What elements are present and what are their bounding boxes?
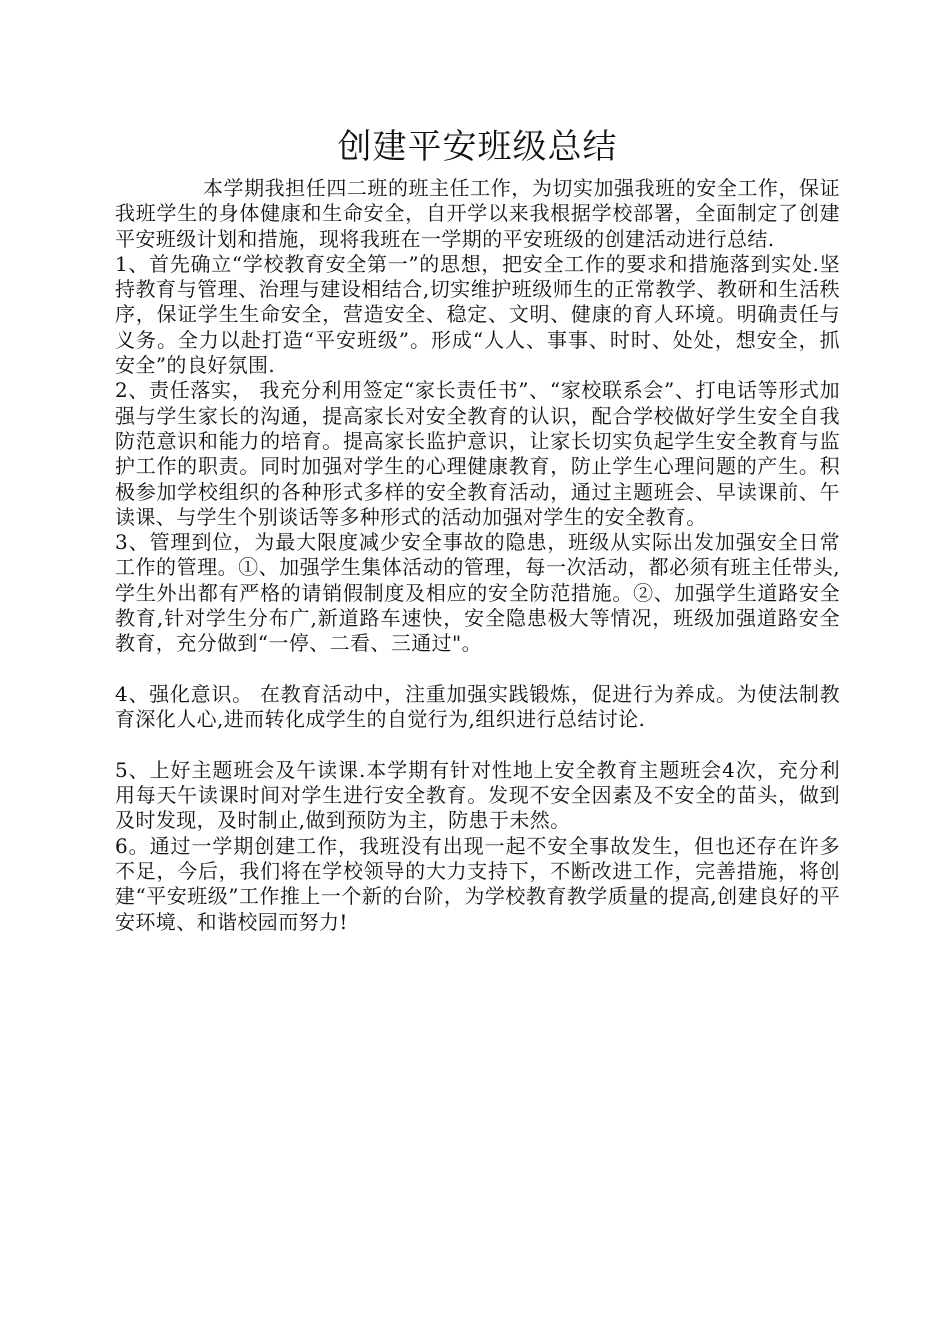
item-4-paragraph: 4、强化意识。 在教育活动中，注重加强实践锻炼，促进行为养成。为使法制教育深化人心,进而转化成学生的自觉行为,组织进行总结讨论. — [115, 681, 840, 732]
item-6-paragraph: 6。通过一学期创建工作，我班没有出现一起不安全事故发生，但也还存在许多不足，今后，我们将在学校领导的大力支持下，不断改进工作，完善措施，将创建“平安班级”工作推上一个新的台阶，为学校教育教学质量的提高,创建良好的平安环境、和谐校园而努力! — [115, 833, 840, 934]
blank-line — [115, 733, 840, 758]
item-3-paragraph: 3、管理到位，为最大限度减少安全事故的隐患，班级从实际出发加强安全日常工作的管理。①、加强学生集体活动的管理，每一次活动，都必须有班主任带头,学生外出都有严格的请销假制度及相应的安全防范措施。②、加强学生道路安全教育,针对学生分布广,新道路车速快，安全隐患极大等情况，班级加强道路安全教育，充分做到“一停、二看、三通过"。 — [115, 530, 840, 656]
item-5-paragraph: 5、上好主题班会及午读课.本学期有针对性地上安全教育主题班会4次，充分利用每天午读课时间对学生进行安全教育。发现不安全因素及不安全的苗头，做到及时发现，及时制止,做到预防为主，防患于未然。 — [115, 757, 840, 833]
document-title: 创建平安班级总结 — [337, 127, 618, 167]
document-body — [115, 122, 840, 935]
item-2-paragraph: 2、责任落实， 我充分利用签定“家长责任书”、“家校联系会”、打电话等形式加强与学生家长的沟通，提高家长对安全教育的认识，配合学校做好学生安全自我防范意识和能力的培育。提高家长监护意识，让家长切实负起学生安全教育与监护工作的职责。同时加强对学生的心理健康教育，防止学生心理问题的产生。积极参加学校组织的各种形式多样的安全教育活动，通过主题班会、早读课前、午读课、与学生个别谈话等多种形式的活动加强对学生的安全教育。 — [115, 378, 840, 529]
item-1-paragraph: 1、首先确立“学校教育安全第一”的思想，把安全工作的要求和措施落到实处.坚持教育与管理、治理与建设相结合,切实维护班级师生的正常教学、教研和生活秩序，保证学生生命安全，营造安全、稳定、文明、健康的育人环境。明确责任与义务。全力以赴打造“平安班级”。形成“人人、事事、时时、处处，想安全，抓安全”的良好氛围. — [115, 251, 840, 378]
intro-paragraph: 本学期我担任四二班的班主任工作，为切实加强我班的安全工作，保证我班学生的身体健康和生命安全，自开学以来我根据学校部署，全面制定了创建平安班级计划和措施，现将我班在一学期的平安班级的创建活动进行总结. — [115, 176, 840, 251]
blank-line — [115, 657, 840, 682]
